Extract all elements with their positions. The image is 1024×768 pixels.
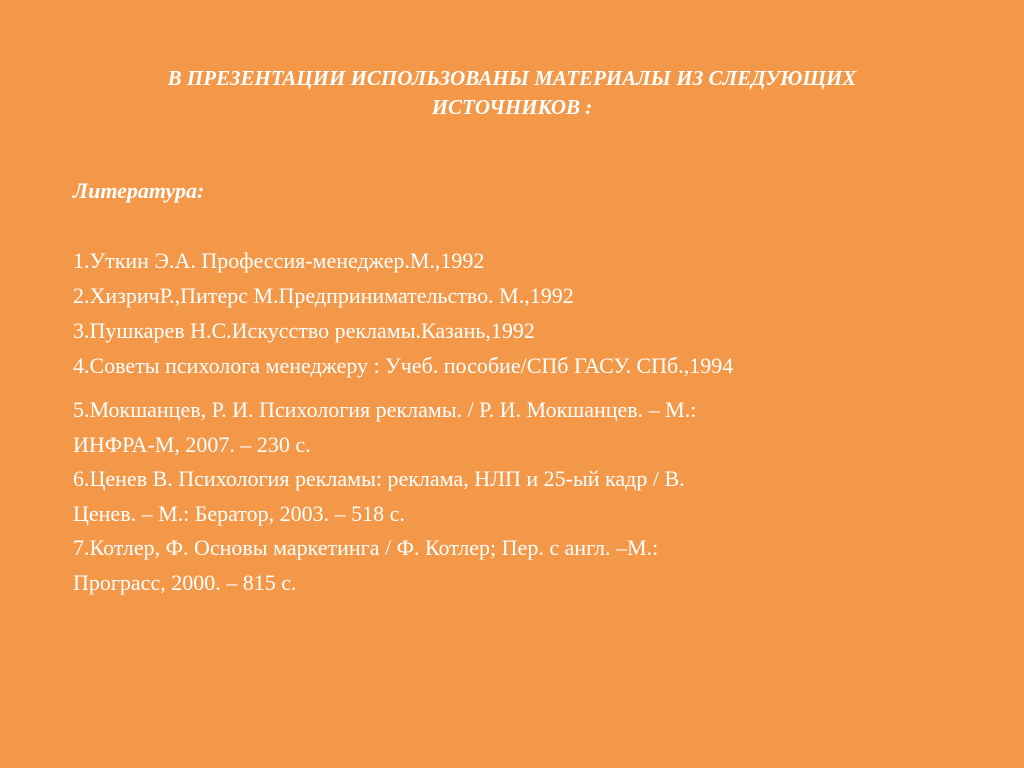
reference-line: 5.Мокшанцев, Р. И. Психология рекламы. / Р. И. Мокшанцев. – М.: [73,397,697,422]
reference-item-2 [73,278,953,313]
reference-list [73,243,953,600]
reference-line: 4.Советы психолога менеджеру : Учеб. пособие/СПб ГАСУ. СПб.,1994 [73,353,734,378]
slide-heading-line-1: В ПРЕЗЕНТАЦИИ ИСПОЛЬЗОВАНЫ МАТЕРИАЛЫ ИЗ СЛЕДУЮЩИХ [167,66,857,90]
section-label-literature: Литература: [73,178,205,203]
reference-line: 1.Уткин Э.А. Профессия-менеджер.М.,1992 [73,248,485,273]
reference-line: 7.Котлер, Ф. Основы маркетинга / Ф. Котлер; Пер. с англ. –М.: [73,535,659,560]
reference-group-1 [73,243,953,383]
reference-item-5 [73,393,953,462]
reference-item-3 [73,313,953,348]
reference-item-6 [73,462,953,531]
reference-line: 6.Ценев В. Психология рекламы: реклама, НЛП и 25-ый кадр / В. [73,466,685,491]
reference-item-1 [73,243,953,278]
reference-line: ИНФРА-М, 2007. – 230 с. [73,431,311,457]
reference-line: Програсс, 2000. – 815 с. [73,569,297,595]
reference-line: 3.Пушкарев Н.С.Искусство рекламы.Казань,1992 [73,318,535,343]
slide-heading-line-2: ИСТОЧНИКОВ : [431,95,593,119]
reference-item-7 [73,531,953,600]
reference-line: 2.ХизричР.,Питерс М.Предпринимательство. М.,1992 [73,283,574,308]
reference-item-4 [73,348,953,383]
reference-group-2 [73,393,953,600]
reference-line: Ценев. – М.: Бератор, 2003. – 518 с. [73,500,405,526]
slide-heading [60,64,964,122]
